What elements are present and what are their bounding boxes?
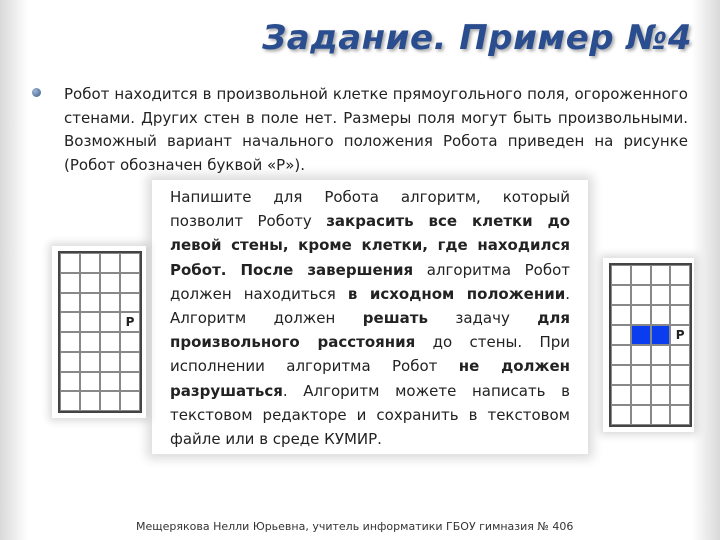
field-cell — [80, 332, 100, 352]
bullet-icon — [32, 88, 41, 97]
req-text-4: задачу — [427, 309, 538, 328]
field-cell — [100, 253, 120, 273]
field-cell — [120, 293, 140, 313]
field-cell — [611, 365, 631, 385]
field-cell — [670, 265, 690, 285]
field-cell — [611, 345, 631, 365]
req-text-2: алгоритма Робот должен находиться — [170, 260, 570, 303]
field-cell — [100, 273, 120, 293]
field-cell — [100, 293, 120, 313]
field-cell — [100, 391, 120, 411]
field-cell — [631, 405, 651, 425]
req-bold-5: не должен разрушаться — [170, 357, 570, 400]
field-cell — [60, 293, 80, 313]
field-cell — [60, 391, 80, 411]
field-cell — [670, 285, 690, 305]
req-text-3: . Алгоритм должен — [170, 284, 570, 328]
field-cell — [670, 385, 690, 405]
field-cell — [120, 391, 140, 411]
field-cell — [80, 391, 100, 411]
field-cell — [120, 312, 140, 332]
slide-title: Задание. Пример №4 — [262, 18, 692, 58]
robot-marker: Р — [125, 315, 135, 330]
req-bold-1: закрасить все клетки до левой стены, кроме клетки, где находился Робот. После завершения — [170, 212, 571, 279]
req-text-5: до стены. При исполнении алгоритма Робот — [170, 333, 570, 376]
field-cell — [631, 265, 651, 285]
field-cell — [631, 365, 651, 385]
field-cell — [120, 273, 140, 293]
task-requirements — [170, 185, 570, 451]
field-cell — [651, 285, 671, 305]
field-cell — [120, 372, 140, 392]
field-cell — [80, 352, 100, 372]
field-cell — [651, 365, 671, 385]
field-cell — [611, 325, 631, 345]
req-text-1: Напишите для Робота алгоритм, который позволит Роботу — [170, 188, 570, 231]
field-cell — [611, 285, 631, 305]
field-cell — [651, 305, 671, 325]
req-text-6: . Алгоритм можете написать в текстовом редакторе и сохранить в текстовом файле или в среде КУМИР. — [170, 381, 570, 449]
field-cell — [100, 352, 120, 372]
right-edge-shadow — [692, 0, 720, 540]
field-cell — [670, 365, 690, 385]
field-cell — [80, 312, 100, 332]
field-cell — [60, 253, 80, 273]
field-cell — [120, 332, 140, 352]
field-cell — [80, 253, 100, 273]
field-cell — [120, 352, 140, 372]
painted-cell — [651, 325, 671, 345]
field-cell — [670, 305, 690, 325]
left-edge-shadow — [0, 0, 28, 540]
field-cell — [80, 372, 100, 392]
task-description: Робот находится в произвольной клетке прямоугольного поля, огороженного стенами. Других стен в поле нет. Размеры поля могут быть произвольными. Возможный вариант начального положения Робота приведен на рисунке (Робот обозначен буквой «Р»). — [64, 85, 688, 174]
field-cell — [611, 405, 631, 425]
field-cell — [611, 385, 631, 405]
painted-cell — [631, 325, 651, 345]
field-cell — [670, 345, 690, 365]
field-cell — [631, 285, 651, 305]
req-bold-4: для произвольного расстояния — [170, 309, 570, 352]
author-footer: Мещерякова Нелли Юрьевна, учитель информатики ГБОУ гимназия № 406 — [132, 520, 577, 533]
field-cell — [651, 265, 671, 285]
field-cell — [670, 325, 690, 345]
field-cell — [670, 405, 690, 425]
field-cell — [60, 332, 80, 352]
field-cell — [60, 273, 80, 293]
field-cell — [631, 385, 651, 405]
field-cell — [60, 372, 80, 392]
field-cell — [631, 345, 651, 365]
req-bold-3: решать — [362, 309, 428, 328]
field-cell — [651, 405, 671, 425]
result-field-grid — [609, 263, 692, 427]
field-cell — [100, 312, 120, 332]
field-cell — [651, 345, 671, 365]
initial-field-grid — [58, 251, 142, 413]
field-cell — [80, 273, 100, 293]
field-cell — [651, 385, 671, 405]
field-cell — [60, 312, 80, 332]
field-cell — [100, 372, 120, 392]
field-cell — [611, 305, 631, 325]
field-cell — [100, 332, 120, 352]
field-cell — [631, 305, 651, 325]
field-cell — [611, 265, 631, 285]
field-cell — [60, 352, 80, 372]
field-cell — [120, 253, 140, 273]
field-cell — [80, 293, 100, 313]
req-bold-2: в исходном положении — [347, 284, 566, 303]
robot-marker: Р — [675, 328, 685, 342]
